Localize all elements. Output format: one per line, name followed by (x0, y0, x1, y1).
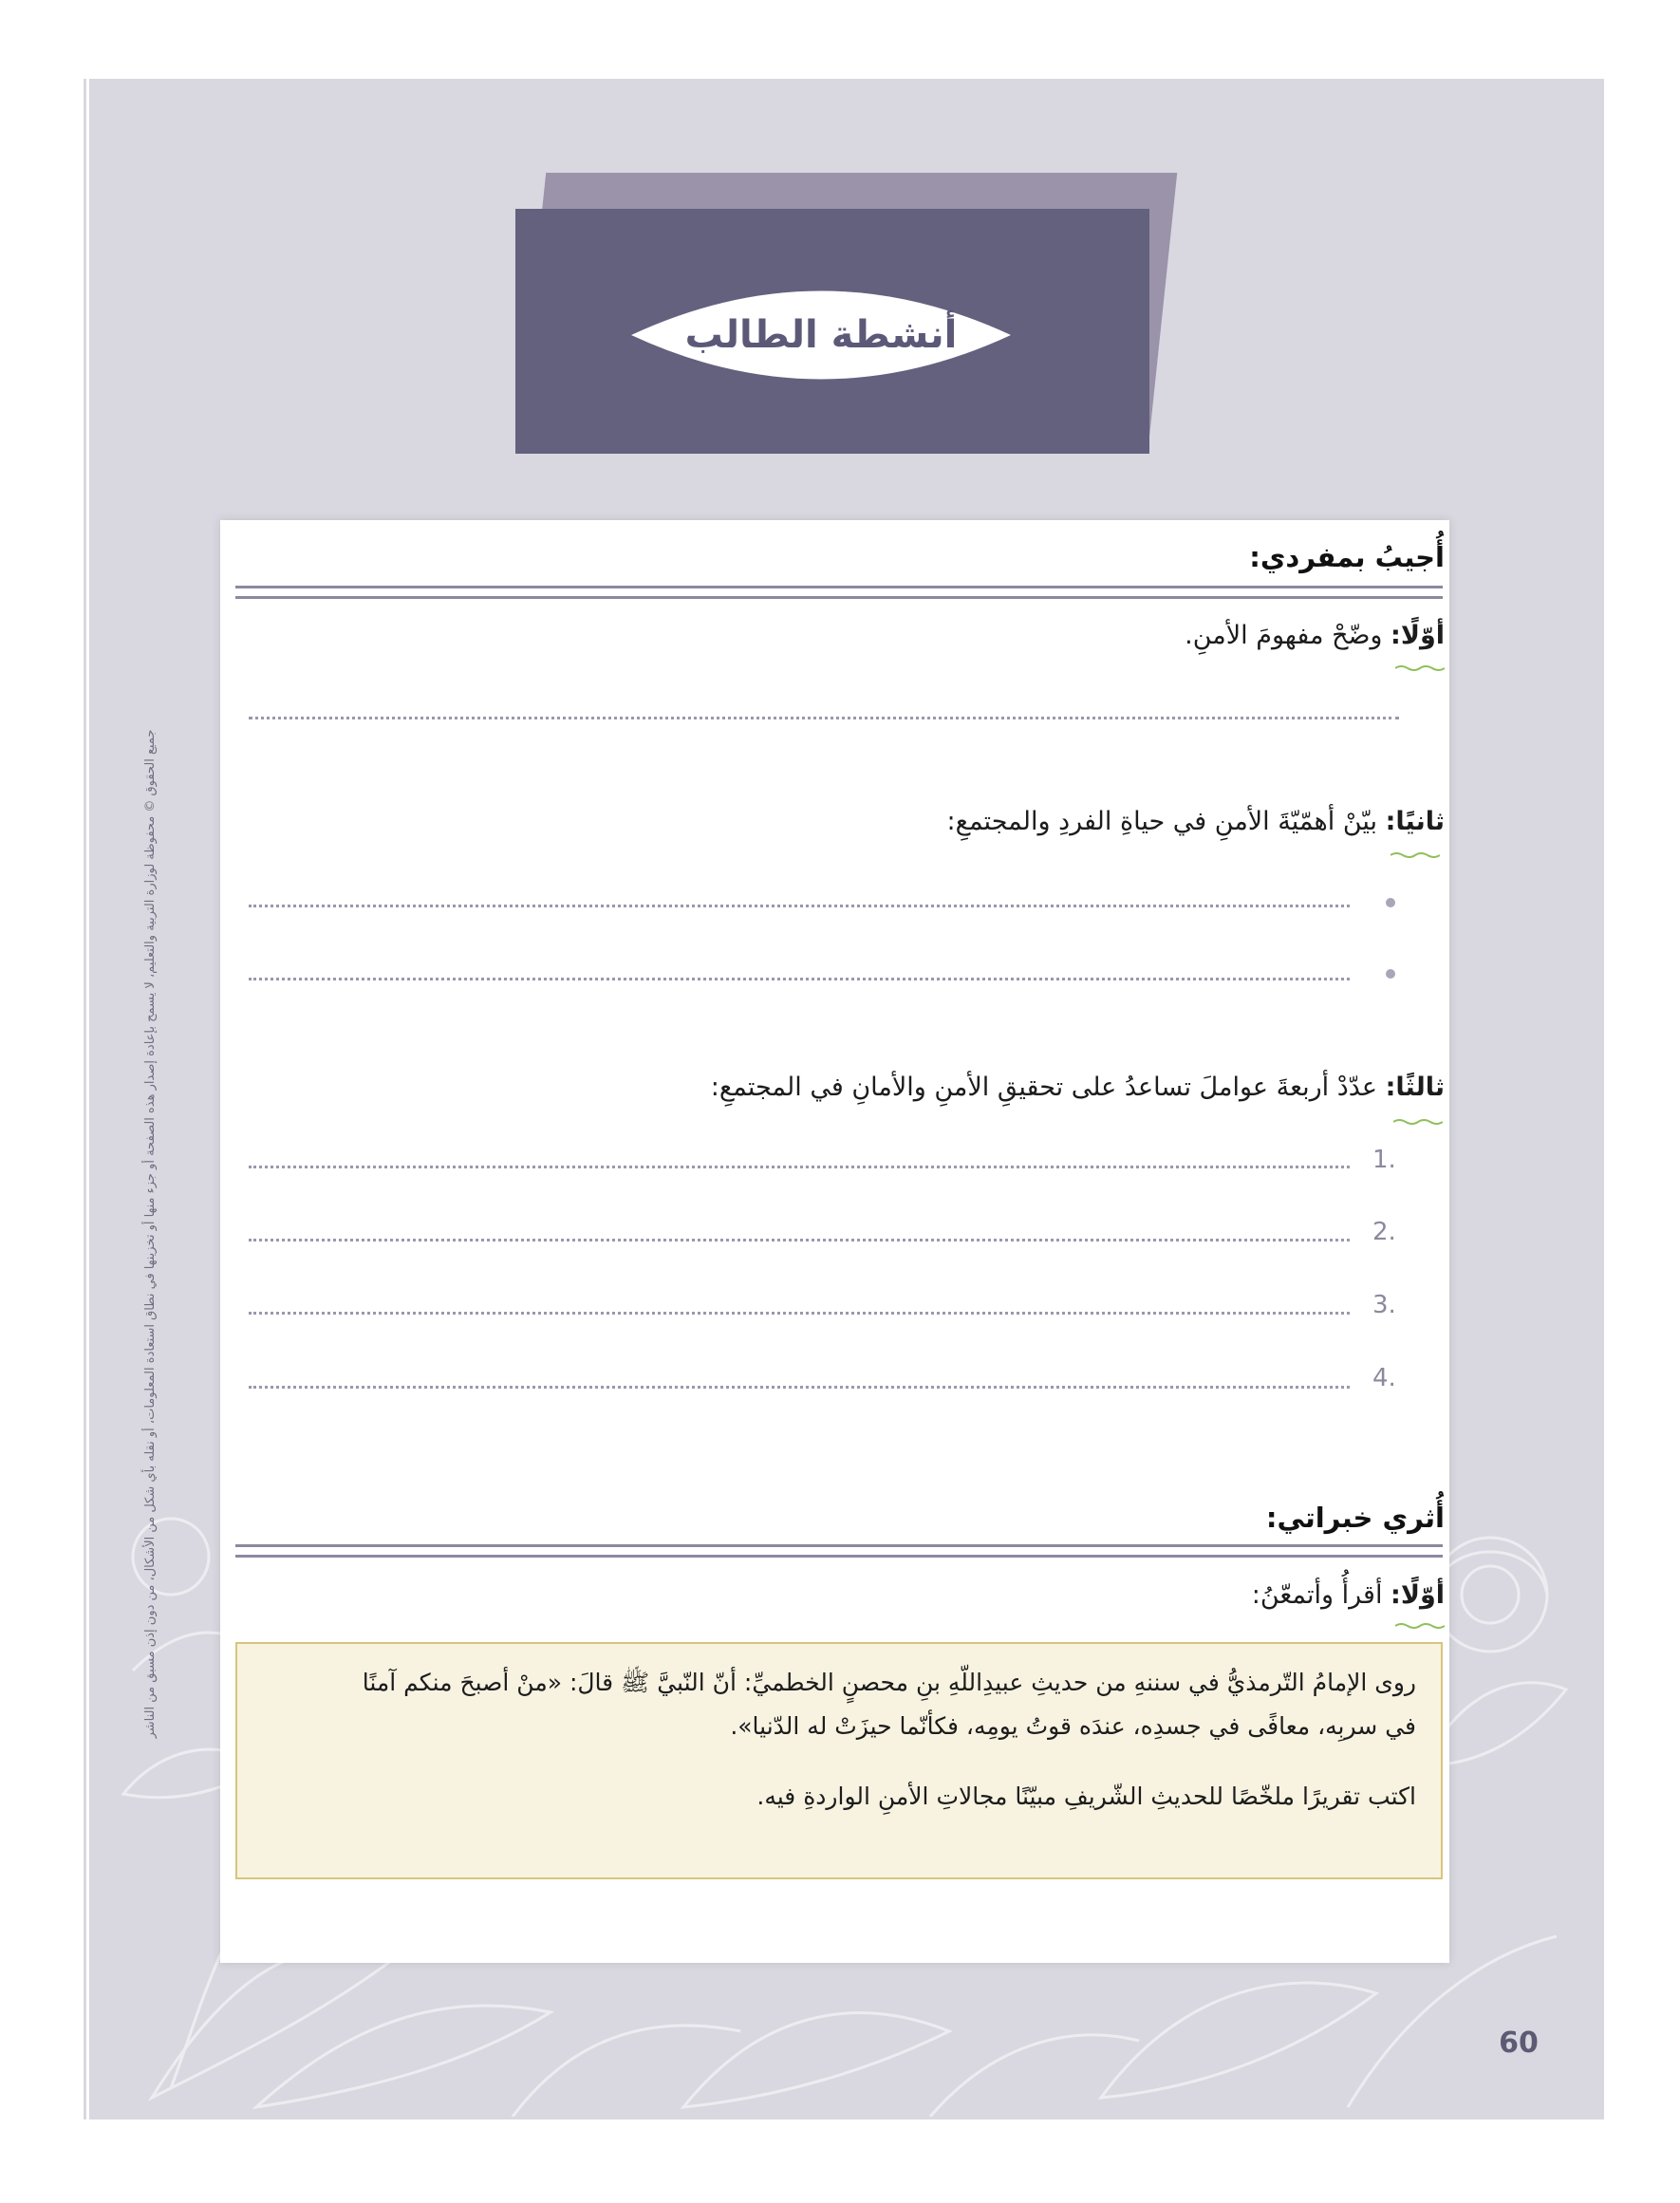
hadith-line: روى الإمامُ التّرمذيُّ في سننهِ من حديثِ عبيدِاللّهِ بنِ محصنٍ الخطميِّ: أنّ النّبيَّ ﷺ قالَ: «منْ أصبحَ منكم آمنًا (362, 1669, 1416, 1696)
page-number: 60 (1499, 2026, 1539, 2060)
question-text: وضّحْ مفهومَ الأمنِ. (1185, 621, 1391, 650)
question-text: أقرأُ وأتمعّنُ: (1251, 1580, 1391, 1610)
question-text: بيّنْ أهمّيّةَ الأمنِ في حياةِ الفردِ والمجتمعِ: (946, 807, 1386, 836)
question-label: أوّلًا: (1391, 621, 1445, 650)
section-divider (235, 1544, 1443, 1558)
list-number: 3. (1372, 1291, 1396, 1319)
answer-line[interactable] (249, 978, 1350, 980)
question-label: ثالثًا: (1385, 1073, 1445, 1102)
report-task: اكتب تقريرًا ملخّصًا للحديثِ الشّريفِ مبيّنًا مجالاتِ الأمنِ الواردةِ فيه. (756, 1783, 1416, 1810)
side-copyright: جميع الحقوق © محفوظة لوزارة التربية والتعليم، لا يسمح بإعادة إصدار هذه الصفحة أو جزء منها أو تخزينها في نطاق استعادة المعلومات، أو نقله بأي شكل من الأشكال، من دون إذن مسبق من الناشر (143, 729, 158, 1739)
answer-line[interactable] (249, 717, 1399, 719)
answer-line[interactable] (249, 1239, 1350, 1242)
answer-line[interactable] (249, 1166, 1350, 1168)
list-number: 4. (1372, 1364, 1396, 1392)
page-title: أنشطة الطالب (684, 313, 958, 357)
question-text: عدّدْ أربعةَ عواملَ تساعدُ على تحقيقِ الأمنِ والأمانِ في المجتمعِ: (710, 1073, 1386, 1102)
section-heading-answer-alone: أُجيبُ بمفردي: (1249, 541, 1445, 573)
squiggle-underline (1391, 851, 1440, 859)
list-number: 2. (1372, 1218, 1396, 1246)
hadith-line: في سربِه، معافًى في جسدِه، عندَه قوتُ يومِه، فكأنّما حيزَتْ له الدّنيا». (730, 1712, 1416, 1740)
bullet-point (1386, 969, 1395, 979)
question-1 (1185, 621, 1445, 650)
hadith-box (235, 1642, 1443, 1879)
list-number: 1. (1372, 1146, 1396, 1174)
section-divider (235, 586, 1443, 599)
question-3 (711, 1073, 1445, 1102)
squiggle-underline (1395, 1622, 1445, 1630)
answer-line[interactable] (249, 905, 1350, 907)
squiggle-underline (1395, 664, 1445, 672)
question-read (1252, 1580, 1445, 1610)
question-2 (946, 807, 1445, 836)
squiggle-underline (1393, 1118, 1443, 1126)
question-label: ثانيًا: (1385, 807, 1445, 836)
answer-line[interactable] (249, 1386, 1350, 1389)
page-left-edge (86, 79, 89, 2119)
section-heading-enrich-experience: أُثري خبراتي: (1265, 1502, 1445, 1534)
answer-line[interactable] (249, 1312, 1350, 1315)
question-label: أوّلًا: (1391, 1580, 1445, 1610)
bullet-point (1386, 898, 1395, 907)
